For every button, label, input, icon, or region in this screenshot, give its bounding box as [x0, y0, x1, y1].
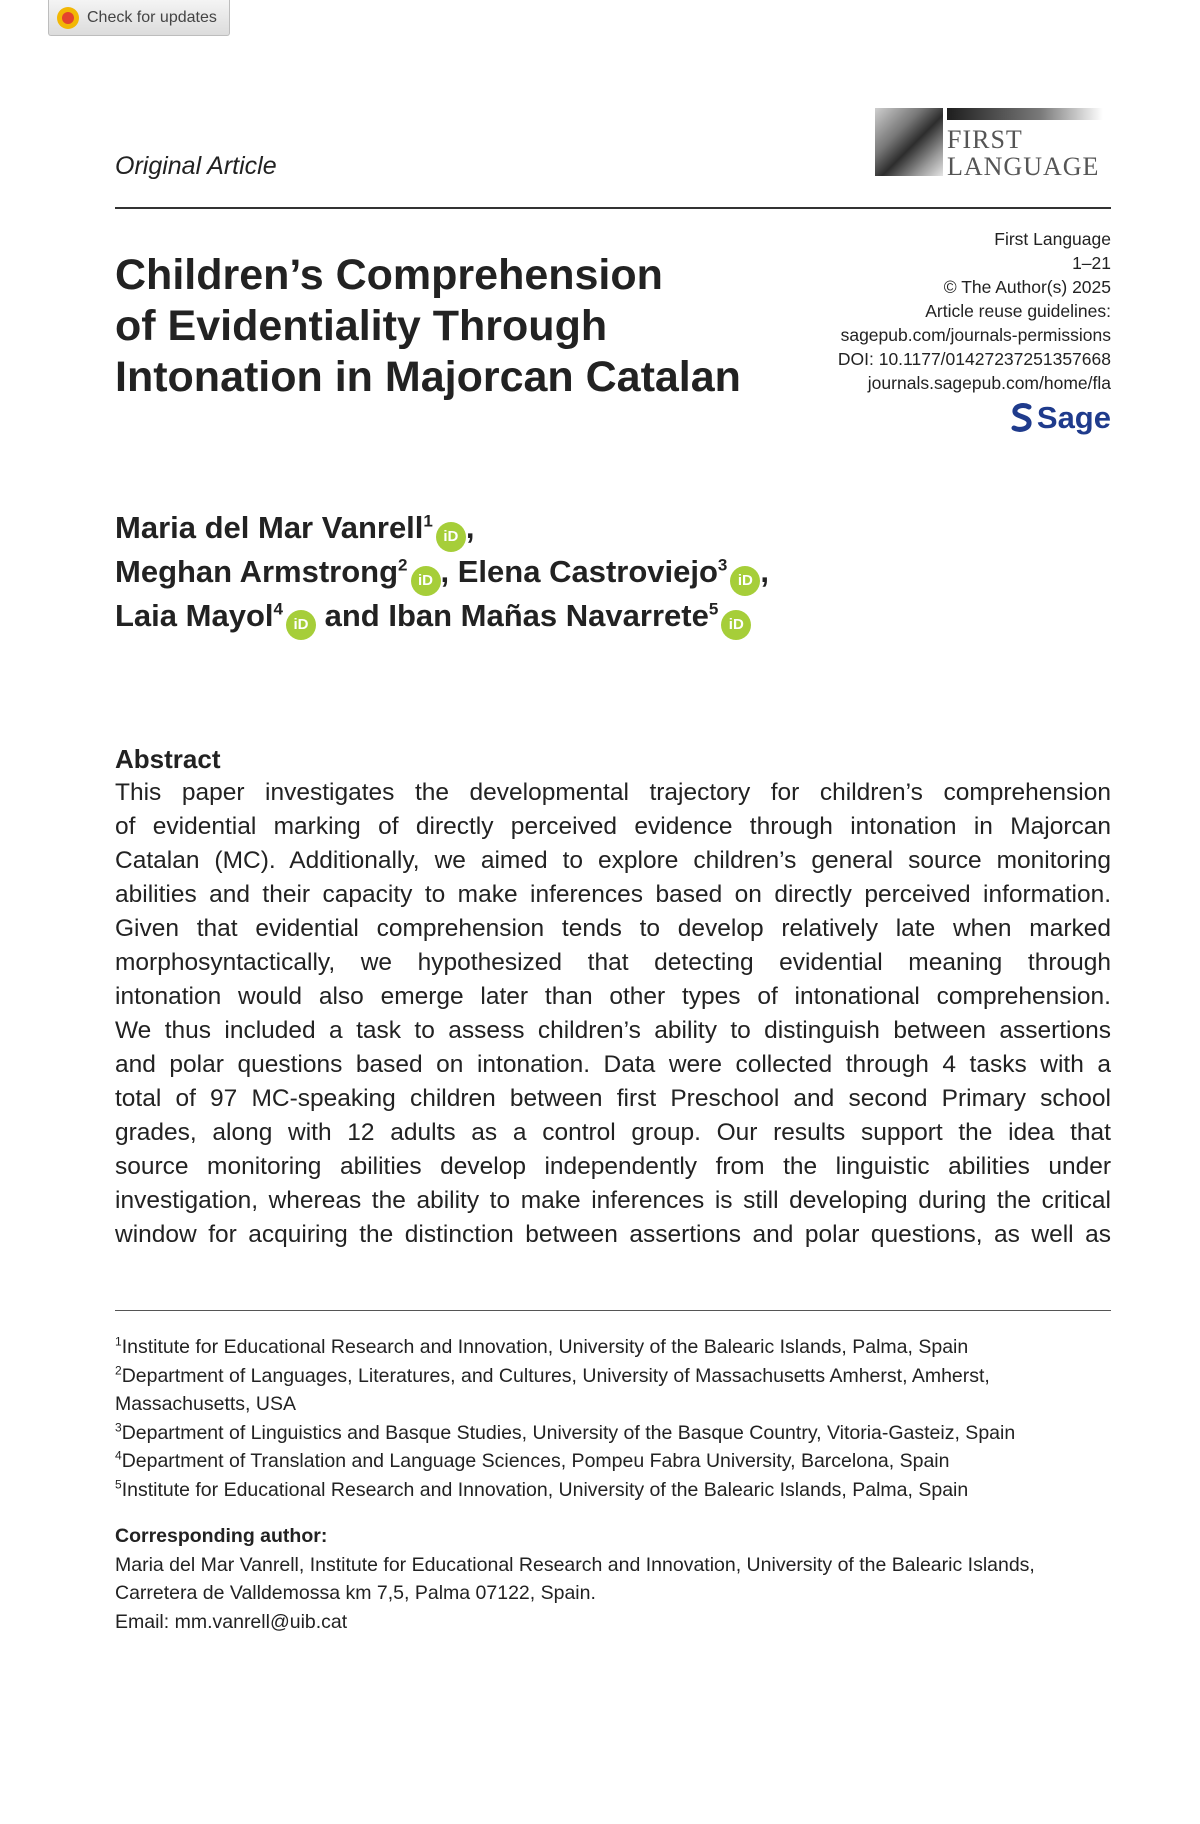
reuse-label: Article reuse guidelines:	[925, 301, 1111, 321]
affiliation-marker: 2	[115, 1363, 122, 1377]
abstract-body	[115, 776, 1111, 1252]
author-name: Meghan Armstrong	[115, 554, 399, 589]
affiliation-marker: 4	[115, 1448, 122, 1463]
abstract-line: investigation, whereas the ability to make inferences is still developing during the critical	[115, 1187, 1111, 1214]
author-list	[115, 508, 1015, 640]
author-affil-marker: 1	[423, 511, 433, 531]
title-line: of Evidentiality Through	[115, 302, 608, 350]
title-line: Children’s Comprehension	[115, 251, 663, 299]
affiliations	[115, 1333, 1111, 1504]
orcid-icon[interactable]: iD	[721, 610, 751, 640]
copyright: © The Author(s) 2025	[943, 277, 1111, 297]
article-header	[115, 100, 1111, 208]
abstract-line: source monitoring abilities develop independently from the linguistic abilities under	[115, 1153, 1111, 1180]
abstract-line: of evidential marking of directly perceived evidence through intonation in Majorcan	[115, 813, 1111, 840]
affiliation: $^5$Institute for Educational Research and Innovation, University of the Balearic Islands, Palma, Spain	[115, 1477, 969, 1501]
author-name: Laia Mayol	[115, 598, 274, 633]
affiliation-marker: 1	[115, 1334, 122, 1349]
journal-logo-text	[947, 126, 1099, 180]
orcid-icon[interactable]: iD	[411, 566, 441, 596]
journal-logo-graphic	[875, 108, 943, 176]
affiliation: $^3$Department of Linguistics and Basque Studies, University of the Basque Country, Vitoria-Gasteiz, Spain	[115, 1420, 1016, 1444]
abstract-line: grades, along with 12 adults as a control group. Our results support the idea that	[115, 1119, 1111, 1146]
orcid-icon[interactable]: iD	[286, 610, 316, 640]
reuse-link[interactable]: sagepub.com/journals-permissions	[840, 325, 1111, 345]
title-line: Intonation in Majorcan Catalan	[115, 353, 741, 401]
corresponding-line: Carretera de Valldemossa km 7,5, Palma 07122, Spain.	[115, 1582, 596, 1604]
corresponding-email[interactable]: Email: mm.vanrell@uib.cat	[115, 1610, 348, 1633]
orcid-icon[interactable]: iD	[730, 566, 760, 596]
author-name: Iban Mañas Navarrete	[388, 598, 709, 633]
publisher-name: Sage	[1036, 400, 1111, 435]
sage-s-icon	[1011, 403, 1033, 433]
journal-logo-bar	[947, 108, 1103, 120]
author-line: Meghan Armstrong$^2$iD , Elena Castroviejo$^3$iD ,	[115, 552, 1015, 596]
author-affil-marker: 4	[273, 599, 283, 619]
doi[interactable]: DOI: 10.1177/01427237251357668	[837, 349, 1111, 369]
affiliation: $^4$Department of Translation and Language Sciences, Pompeu Fabra University, Barcelona, Spain	[115, 1448, 950, 1472]
author-affil-marker: 5	[708, 599, 719, 619]
journal-name: First Language	[994, 229, 1111, 249]
affiliation-marker: 5	[115, 1477, 122, 1491]
author-conjunction: and	[324, 598, 380, 633]
affiliation-marker: 3	[115, 1420, 122, 1434]
abstract-heading: Abstract	[115, 744, 221, 774]
article-title	[115, 250, 815, 403]
journal-url[interactable]: journals.sagepub.com/home/fla	[867, 373, 1111, 393]
author-line	[115, 596, 1015, 640]
corresponding-line: Maria del Mar Vanrell, Institute for Educational Research and Innovation, University of the Balearic Islands,	[115, 1553, 1035, 1576]
corresponding-heading: Corresponding author:	[115, 1525, 328, 1547]
author-affil-marker: 2	[398, 555, 408, 575]
check-for-updates-label: Check for updates	[87, 8, 217, 26]
corresponding-author	[115, 1522, 1111, 1636]
abstract-line: total of 97 MC-speaking children between first Preschool and second Primary school	[115, 1085, 1111, 1112]
header-divider	[115, 207, 1111, 209]
abstract-line: intonation would also emerge later than other types of intonational comprehension.	[115, 983, 1111, 1010]
journal-logo-line1: FIRST	[947, 125, 1023, 154]
article-type: Original Article	[115, 152, 277, 180]
abstract-line: We thus included a task to assess children’s ability to distinguish between assertions	[115, 1017, 1111, 1044]
check-for-updates-button[interactable]	[48, 0, 230, 36]
journal-meta	[838, 227, 1111, 439]
author-name: Elena Castroviejo	[457, 554, 718, 589]
journal-logo-line2: LANGUAGE	[947, 152, 1100, 181]
abstract-line: This paper investigates the developmental trajectory for children’s comprehension	[115, 779, 1111, 806]
abstract-line: and polar questions based on intonation. Data were collected through 4 tasks with a	[115, 1051, 1111, 1078]
abstract-line: Given that evidential comprehension tends to develop relatively late when marked	[115, 915, 1111, 942]
abstract-line: Catalan (MC). Additionally, we aimed to explore children’s general source monitoring	[115, 847, 1111, 874]
abstract-line: abilities and their capacity to make inferences based on directly perceived information.	[115, 881, 1111, 908]
author-affil-marker: 3	[717, 555, 728, 575]
abstract-line: morphosyntactically, we hypothesized that detecting evidential meaning through	[115, 949, 1111, 976]
publisher-logo	[1011, 400, 1111, 435]
page-range: 1–21	[1072, 253, 1111, 273]
author-line: Maria del Mar Vanrell$^1$iD ,	[115, 508, 1015, 552]
crossmark-icon	[57, 7, 79, 29]
orcid-icon[interactable]: iD	[436, 522, 466, 552]
journal-logo	[875, 108, 1103, 186]
footnote-divider	[115, 1310, 1111, 1311]
affiliation: $^1$Institute for Educational Research and Innovation, University of the Balearic Islands, Palma, Spain	[115, 1334, 969, 1358]
author-name: Maria del Mar Vanrell	[115, 510, 424, 545]
affiliation: $^2$Department of Languages, Literatures, and Cultures, University of Massachusetts Amherst, Amherst, Massachusetts, USA	[115, 1363, 990, 1415]
abstract-line: window for acquiring the distinction between assertions and polar questions, as well as	[115, 1221, 1111, 1248]
